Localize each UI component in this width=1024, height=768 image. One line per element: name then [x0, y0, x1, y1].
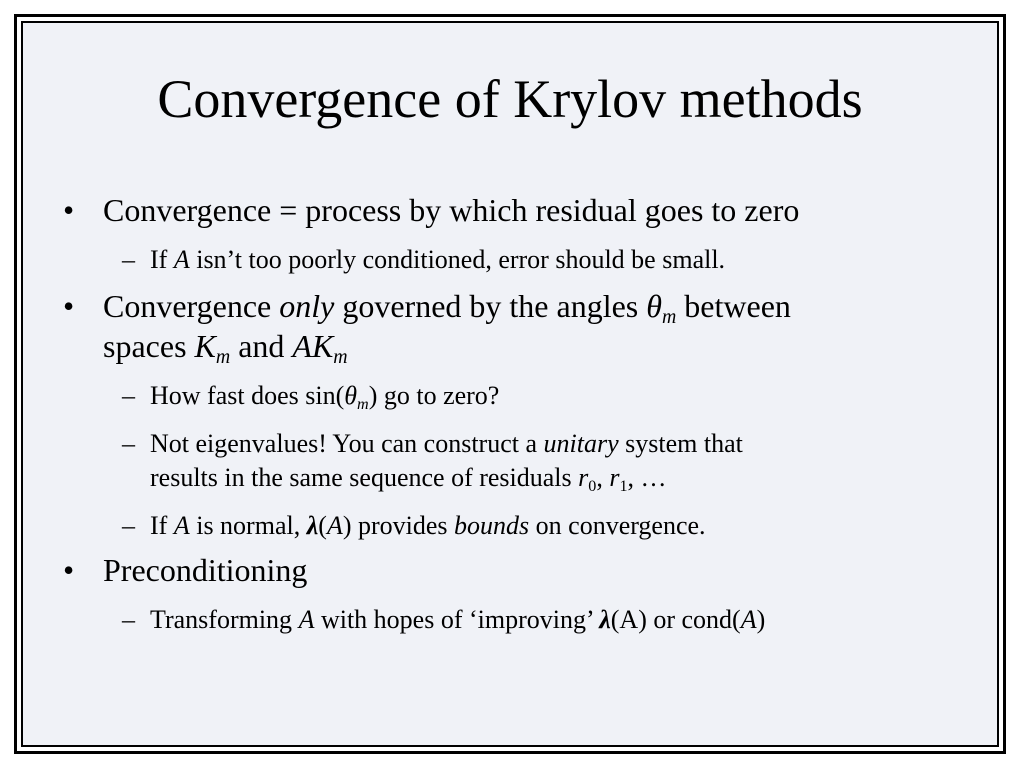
- subscript-0: 0: [588, 477, 597, 495]
- text-run: is normal,: [189, 511, 307, 540]
- text-run: If: [150, 245, 174, 274]
- subscript-m: m: [357, 395, 369, 413]
- text-run: (: [318, 511, 327, 540]
- slide-frame: [21, 21, 999, 747]
- subscript-m: m: [661, 305, 677, 328]
- text-run: (A) or cond(: [610, 605, 741, 634]
- lambda-symbol: λ: [599, 605, 611, 634]
- sub-bullet-transforming: [122, 603, 766, 637]
- subscript-m: m: [215, 345, 231, 368]
- text-run: isn’t too poorly conditioned, error should be small.: [189, 245, 726, 274]
- sub-bullet-conditioning: [122, 243, 726, 277]
- text-run: ,: [596, 463, 610, 492]
- matrix-a: A: [326, 511, 343, 540]
- bullet-marker: •: [63, 192, 75, 228]
- space-k: K: [194, 328, 216, 364]
- sub-bullet-marker: –: [122, 381, 135, 410]
- text-run: How fast does sin(: [150, 381, 345, 410]
- lambda-symbol: λ: [306, 511, 319, 540]
- text-run: ): [756, 605, 766, 634]
- text-run: , …: [627, 463, 667, 492]
- bullet-convergence-angles: [63, 287, 791, 328]
- bullet-preconditioning: [63, 551, 308, 589]
- subscript-1: 1: [619, 477, 628, 495]
- sub-bullet-normal-bounds: [122, 509, 706, 543]
- text-run: and: [230, 328, 293, 364]
- matrix-a: A: [173, 245, 190, 274]
- text-run: Transforming: [150, 605, 299, 634]
- sub-bullet-marker: –: [122, 429, 135, 458]
- bullet-marker: •: [63, 552, 75, 588]
- space-ak: AK: [292, 328, 334, 364]
- sub-bullet-marker: –: [122, 511, 135, 540]
- bullet-convergence-definition: [63, 191, 800, 229]
- sub-bullet-not-eigenvalues-cont: [150, 461, 667, 495]
- text-run: with hopes of ‘improving’: [314, 605, 600, 634]
- bullet-convergence-angles-cont: [103, 327, 348, 368]
- text-run: ) go to zero?: [368, 381, 500, 410]
- text-run: results in the same sequence of residuals: [150, 463, 579, 492]
- matrix-a: A: [740, 605, 757, 634]
- residual-r: r: [609, 463, 620, 492]
- text-run: spaces: [103, 328, 195, 364]
- residual-r: r: [578, 463, 589, 492]
- bullet-marker: •: [63, 288, 75, 324]
- text-run: system that: [618, 429, 743, 458]
- emphasis-only: only: [279, 288, 335, 324]
- matrix-a: A: [298, 605, 315, 634]
- slide: [14, 14, 1006, 754]
- sub-bullet-marker: –: [122, 245, 135, 274]
- text-run: If: [150, 511, 174, 540]
- text-run: Convergence: [103, 288, 280, 324]
- subscript-m: m: [333, 345, 348, 368]
- theta-symbol: θ: [344, 381, 358, 410]
- emphasis-unitary: unitary: [543, 429, 619, 458]
- text-run: governed by the angles: [334, 288, 647, 324]
- bullet-text: Convergence = process by which residual goes to zero: [103, 192, 800, 228]
- text-run: between: [676, 288, 791, 324]
- sub-bullet-sin-theta: [122, 379, 500, 413]
- matrix-a: A: [173, 511, 190, 540]
- emphasis-bounds: bounds: [454, 511, 530, 540]
- sub-bullet-marker: –: [122, 605, 135, 634]
- text-run: Not eigenvalues! You can construct a: [150, 429, 544, 458]
- sub-bullet-not-eigenvalues: [122, 427, 743, 461]
- slide-title: Convergence of Krylov methods: [157, 69, 863, 129]
- theta-symbol: θ: [646, 288, 662, 324]
- text-run: on convergence.: [529, 511, 706, 540]
- bullet-text: Preconditioning: [103, 552, 308, 588]
- text-run: ) provides: [342, 511, 455, 540]
